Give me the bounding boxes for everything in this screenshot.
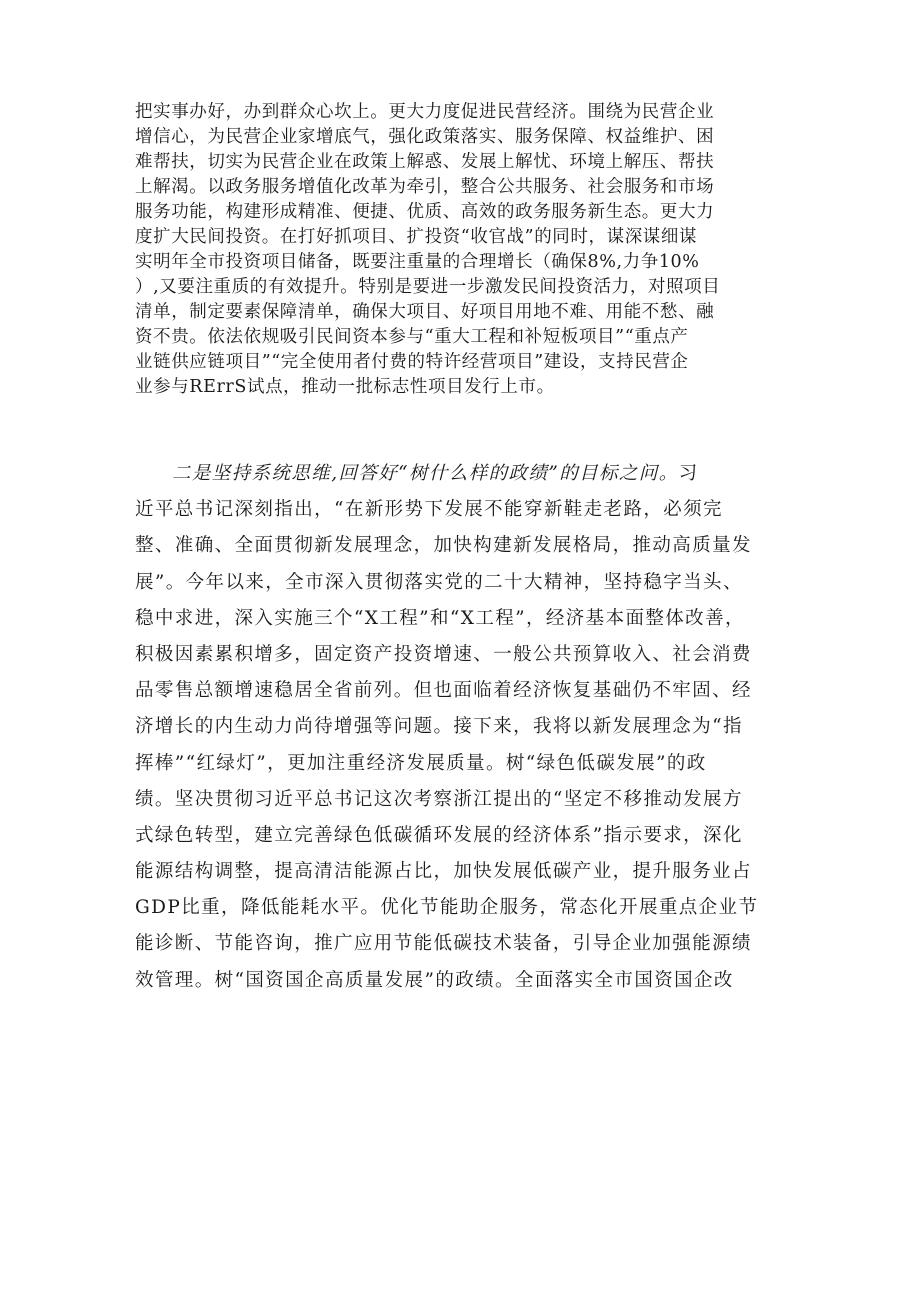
text-line: 增信心，为民营企业家增底气，强化政策落实、服务保障、权益维护、困 xyxy=(135,127,715,147)
text-fragment: 习 xyxy=(678,463,699,484)
text-line: 能源结构调整，提高清洁能源占比，加快发展低碳产业，提升服务业占 xyxy=(135,861,752,883)
text-line: 度扩大民间投资。在打好抓项目、扩投资“收官战”的同时，谋深谋细谋 xyxy=(135,227,698,247)
text-line: 难帮扶，切实为民营企业在政策上解惑、发展上解忧、环境上解压、帮扶 xyxy=(135,152,715,172)
text-line: 积极因素累积增多，固定资产投资增速、一般公共预算收入、社会消费 xyxy=(135,643,752,665)
text-line: 业参与RErrS试点，推动一批标志性项目发行上市。 xyxy=(135,377,555,397)
paragraph-1 xyxy=(135,100,795,400)
text-line: 整、准确、全面贯彻新发展理念，加快构建新发展格局，推动高质量发 xyxy=(135,535,752,557)
text-line: 能诊断、节能咨询，推广应用节能低碳技术装备，引导企业加强能源绩 xyxy=(135,933,752,955)
text-line: 上解渴。以政务服务增值化改革为牵引，整合公共服务、社会服务和市场 xyxy=(135,177,715,197)
text-line: 业链供应链项目”“完全使用者付费的特许经营项目”建设，支持民营企 xyxy=(135,352,689,372)
text-line: 把实事办好，办到群众心坎上。更大力度促进民营经济。围绕为民营企业 xyxy=(135,102,715,122)
text-line: 品零售总额增速稳居全省前列。但也面临着经济恢复基础仍不牢固、经 xyxy=(135,680,752,702)
text-line: 绩。坚决贯彻习近平总书记这次考察浙江提出的“坚定不移推动发展方 xyxy=(135,788,743,810)
text-line: GDP比重，降低能耗水平。优化节能助企服务，常态化开展重点企业节 xyxy=(135,897,759,919)
text-line: ）,又要注重质的有效提升。特别是要进一步激发民间投资活力，对照项目 xyxy=(135,277,721,297)
text-line: 济增长的内生动力尚待增强等问题。接下来，我将以新发展理念为“指 xyxy=(135,716,743,738)
text-line: 实明年全市投资项目储备，既要注重量的合理增长（确保8%,力争10% xyxy=(135,252,700,272)
text-line: 服务功能，构建形成精准、便捷、优质、高效的政务服务新生态。更大力 xyxy=(135,202,715,222)
text-line: 资不贵。依法依规吸引民间资本参与“重大工程和补短板项目”“重点产 xyxy=(135,327,689,347)
text-line: 挥棒”“红绿灯”，更加注重经济发展质量。树“绿色低碳发展”的政 xyxy=(135,752,707,774)
text-line: 展”。今年以来，全市深入贯彻落实党的二十大精神，坚持稳字当头、 xyxy=(135,571,743,593)
text-line: 稳中求进，深入实施三个“X工程”和“X工程”，经济基本面整体改善， xyxy=(135,607,745,629)
text-line: 清单，制定要素保障清单，确保大项目、好项目用地不难、用能不愁、融 xyxy=(135,302,715,322)
paragraph-2 xyxy=(135,456,795,999)
paragraph-2-first-line xyxy=(135,456,795,492)
section-heading-lead: 二是坚持系统思维,回答好“树什么样的政绩”的目标之问。 xyxy=(172,463,679,484)
text-line: 近平总书记深刻指出，“在新形势下发展不能穿新鞋走老路，必须完 xyxy=(135,499,723,521)
text-line: 效管理。树“国资国企高质量发展”的政绩。全面落实全市国资国企改 xyxy=(135,969,734,991)
text-line: 式绿色转型，建立完善绿色低碳循环发展的经济体系”指示要求，深化 xyxy=(135,824,743,846)
